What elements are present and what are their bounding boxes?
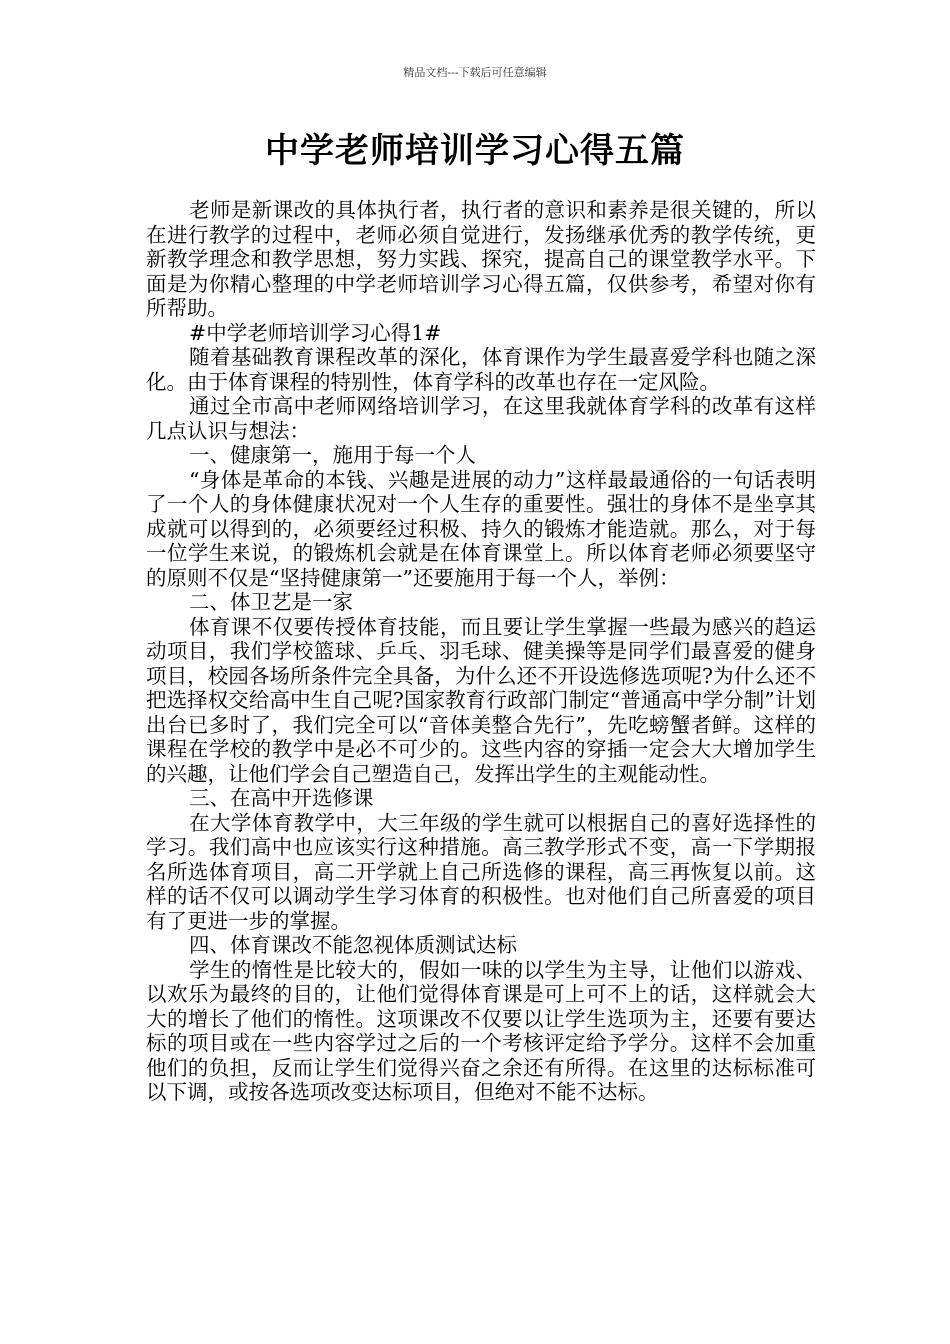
paragraph-section-heading: #中学老师培训学习心得1# — [189, 320, 442, 345]
paragraph-subheading: 一、健康第一，施用于每一个人 — [189, 443, 477, 467]
paragraph-body: 学生的惰性是比较大的，假如一味的以学生为主导，让他们以游戏、以欢乐为最终的目的，让他们觉得体育课是可上可不上的话，这样就会大大的增长了他们的惰性。这项课改不仅要以让学生选项为主，还要有要达标的项目或在一些内容学过之后的一个考核评定给予学分。这样不会加重他们的负担，反而让学生们觉得兴奋之余还有所得。在这里的达标标准可以下调，或按各选项改变达标项目，但绝对不能不达标。 — [146, 957, 816, 1104]
document-header-note: 精品文档---下载后可任意编辑 — [403, 66, 547, 79]
paragraph-body: 随着基础教育课程改革的深化，体育课作为学生最喜爱学科也随之深化。由于体育课程的特别性，体育学科的改革也存在一定风险。 — [146, 345, 816, 394]
paragraph-intro: 老师是新课改的具体执行者，执行者的意识和素养是很关键的，所以在进行教学的过程中，老师必须自觉进行，发扬继承优秀的教学传统，更新教学理念和教学思想，努力实践、探究，提高自己的课堂教学水平。下面是为你精心整理的中学老师培训学习心得五篇，仅供参考，希望对你有所帮助。 — [146, 198, 816, 320]
document-body — [146, 198, 816, 1105]
document-title: 中学老师培训学习心得五篇 — [265, 131, 685, 171]
paragraph-body: 体育课不仅要传授体育技能，而且要让学生掌握一些最为感兴的趋运动项目，我们学校篮球、乒乓、羽毛球、健美操等是同学们最喜爱的健身项目，校园各场所条件完全具备，为什么还不开设选修选项呢?为什么还不把选择权交给高中生自己呢?国家教育行政部门制定“普通高中学分制”计划出台已多时了，我们完全可以“音体美整合先行”，先吃螃蟹者鲜。这样的课程在学校的教学中是必不可少的。这些内容的穿插一定会大大增加学生的兴趣，让他们学会自己塑造自己，发挥出学生的主观能动性。 — [146, 614, 816, 786]
paragraph-body: 在大学体育教学中，大三年级的学生就可以根据自己的喜好选择性的学习。我们高中也应该实行这种措施。高三教学形式不变，高一下学期报名所选体育项目，高二开学就上自己所选修的课程，高三再恢复以前。这样的话不仅可以调动学生学习体育的积极性。也对他们自己所喜爱的项目有了更进一步的掌握。 — [146, 810, 816, 933]
paragraph-body: “身体是革命的本钱、兴趣是进展的动力”这样最最通俗的一句话表明了一个人的身体健康状况对一个人生存的重要性。强壮的身体不是坐享其成就可以得到的，必须要经过积极、持久的锻炼才能造就。那么，对于每一位学生来说，的锻炼机会就是在体育课堂上。所以体育老师必须要坚守的原则不仅是“坚持健康第一”还要施用于每一个人，举例： — [146, 467, 816, 590]
paragraph-body: 通过全市高中老师网络培训学习，在这里我就体育学科的改革有这样几点认识与想法： — [146, 394, 816, 443]
paragraph-subheading: 三、在高中开选修课 — [189, 786, 374, 810]
paragraph-subheading: 二、体卫艺是一家 — [189, 590, 354, 614]
paragraph-subheading: 四、体育课改不能忽视体质测试达标 — [189, 933, 518, 957]
